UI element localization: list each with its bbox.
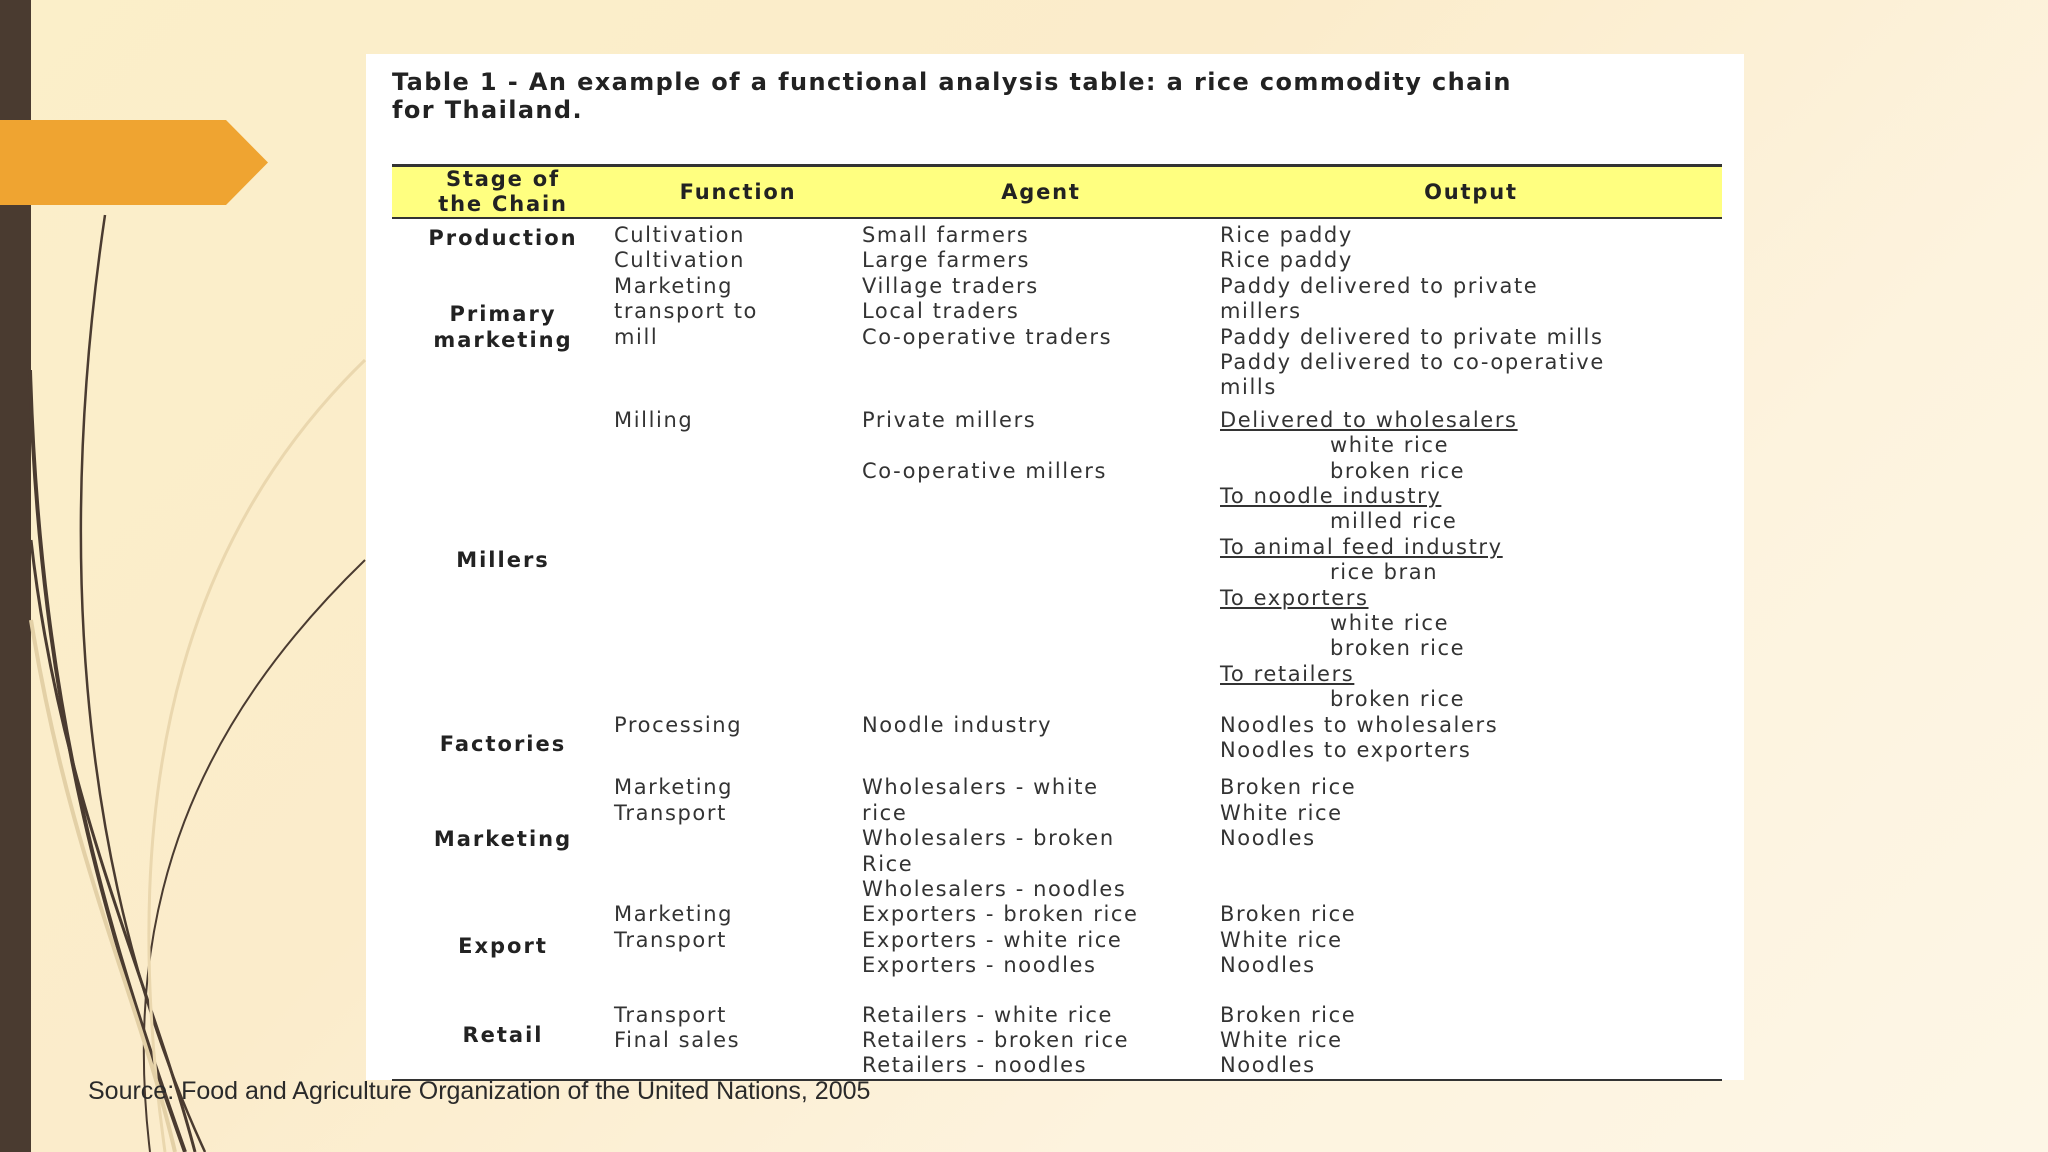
agent-line: Co-operative traders	[862, 324, 1113, 349]
column-header-function: Function	[614, 166, 862, 219]
stage-row-millers	[392, 408, 1722, 713]
output-line: Broken rice	[1220, 1002, 1357, 1027]
agent-line	[862, 350, 1220, 375]
agent-line: rice	[862, 800, 908, 825]
agent-cell	[862, 902, 1220, 990]
function-line: Milling	[614, 407, 694, 432]
table-header-row	[392, 166, 1722, 219]
output-destination-heading: To exporters	[1220, 585, 1369, 610]
function-line: Cultivation	[614, 248, 745, 273]
function-line: Transport	[614, 1002, 727, 1027]
function-line: Transport	[614, 800, 727, 825]
agent-line: Exporters - noodles	[862, 953, 1097, 978]
output-destination-heading: To retailers	[1220, 661, 1355, 686]
stage-cell: Millers	[456, 548, 550, 573]
function-cell	[614, 991, 862, 1080]
agent-cell	[862, 408, 1220, 713]
output-cell	[1220, 713, 1722, 776]
function-line: Cultivation	[614, 223, 745, 247]
agent-cell	[862, 775, 1220, 902]
agent-line: Wholesalers - broken	[862, 826, 1115, 851]
output-line: Noodles to wholesalers	[1220, 712, 1499, 737]
output-cell	[1220, 218, 1722, 408]
agent-line: Retailers - noodles	[862, 1053, 1088, 1078]
agent-line: Noodle industry	[862, 712, 1053, 737]
output-product-item: broken rice	[1330, 636, 1466, 661]
function-line: Marketing	[614, 273, 734, 298]
output-line: mills	[1220, 375, 1277, 400]
function-line: Marketing	[614, 775, 734, 800]
function-line: Processing	[614, 712, 743, 737]
agent-line: Wholesalers - noodles	[862, 876, 1127, 901]
function-cell	[614, 408, 862, 713]
column-header-stage: Stage of the Chain	[392, 166, 614, 219]
stage-row-production-primary-marketing	[392, 218, 1722, 408]
output-line: White rice	[1220, 800, 1343, 825]
agent-line: Local traders	[862, 299, 1020, 324]
output-destination-heading: To animal feed industry	[1220, 534, 1503, 559]
output-line: Paddy delivered to private mills	[1220, 324, 1604, 349]
output-line: Rice paddy	[1220, 223, 1353, 247]
output-line: Paddy delivered to private	[1220, 273, 1539, 298]
rice-commodity-chain-table	[392, 164, 1722, 1081]
agent-line: Private millers	[862, 407, 1037, 432]
table-title: Table 1 - An example of a functional analysis table: a rice commodity chain for Thailand.	[392, 68, 1512, 124]
output-cell	[1220, 408, 1722, 713]
output-product-item: rice bran	[1330, 560, 1439, 585]
function-line	[614, 350, 862, 375]
agent-cell	[862, 991, 1220, 1080]
stage-cell: Factories	[439, 731, 567, 756]
function-cell	[614, 902, 862, 990]
output-cell	[1220, 775, 1722, 902]
function-cell	[614, 218, 862, 408]
function-line: Transport	[614, 927, 727, 952]
agent-line: Exporters - white rice	[862, 927, 1123, 952]
output-product-item: white rice	[1330, 433, 1450, 458]
agent-line: Wholesalers - white	[862, 775, 1099, 800]
orange-arrow-tab	[0, 120, 268, 205]
agent-line: Village traders	[862, 273, 1039, 298]
agent-line	[862, 433, 1220, 458]
output-cell	[1220, 902, 1722, 990]
agent-line: Rice	[862, 851, 914, 876]
stage-row-marketing	[392, 775, 1722, 902]
agent-line: Co-operative millers	[862, 458, 1108, 483]
output-line: White rice	[1220, 1027, 1343, 1052]
output-line: White rice	[1220, 927, 1343, 952]
output-product-item: broken rice	[1330, 687, 1466, 712]
function-line: Final sales	[614, 1027, 741, 1052]
output-line: Noodles	[1220, 953, 1316, 978]
function-cell	[614, 775, 862, 902]
agent-line: Large farmers	[862, 248, 1031, 273]
output-line: Noodles	[1220, 826, 1316, 851]
output-product-item: broken rice	[1330, 458, 1466, 483]
output-line: millers	[1220, 299, 1302, 324]
function-line: transport to	[614, 299, 758, 324]
stage-row-factories	[392, 713, 1722, 776]
column-header-output: Output	[1220, 166, 1722, 219]
output-line: Noodles	[1220, 1053, 1316, 1078]
function-line: Marketing	[614, 902, 734, 927]
stage-cell: Export	[458, 934, 548, 959]
column-header-agent: Agent	[862, 166, 1220, 219]
output-product-item: white rice	[1330, 610, 1450, 635]
source-citation: Source: Food and Agriculture Organization of the United Nations, 2005	[88, 1077, 871, 1105]
table-body	[392, 218, 1722, 1080]
agent-line: Small farmers	[862, 223, 1030, 247]
output-destination-heading: To noodle industry	[1220, 483, 1442, 508]
agent-line: Retailers - broken rice	[862, 1027, 1130, 1052]
stage-row-export	[392, 902, 1722, 990]
stage-cell: Marketing	[433, 826, 573, 851]
output-line: Rice paddy	[1220, 248, 1353, 273]
agent-cell	[862, 218, 1220, 408]
function-line	[614, 375, 862, 400]
agent-cell	[862, 713, 1220, 776]
output-line: Broken rice	[1220, 902, 1357, 927]
output-destination-heading: Delivered to wholesalers	[1220, 407, 1518, 432]
output-line: Broken rice	[1220, 775, 1357, 800]
function-line: mill	[614, 324, 659, 349]
agent-line	[862, 375, 1220, 400]
output-cell	[1220, 991, 1722, 1080]
output-line: Paddy delivered to co-operative	[1220, 349, 1605, 374]
stage-cell: Retail	[392, 991, 614, 1080]
stage-cell: Production Primary marketing	[428, 226, 578, 352]
function-cell	[614, 713, 862, 776]
agent-line: Exporters - broken rice	[862, 902, 1139, 927]
output-line: Noodles to exporters	[1220, 737, 1472, 762]
stage-row-retail	[392, 991, 1722, 1080]
output-product-item: milled rice	[1330, 509, 1458, 534]
table-panel	[366, 54, 1744, 1080]
agent-line: Retailers - white rice	[862, 1002, 1114, 1027]
